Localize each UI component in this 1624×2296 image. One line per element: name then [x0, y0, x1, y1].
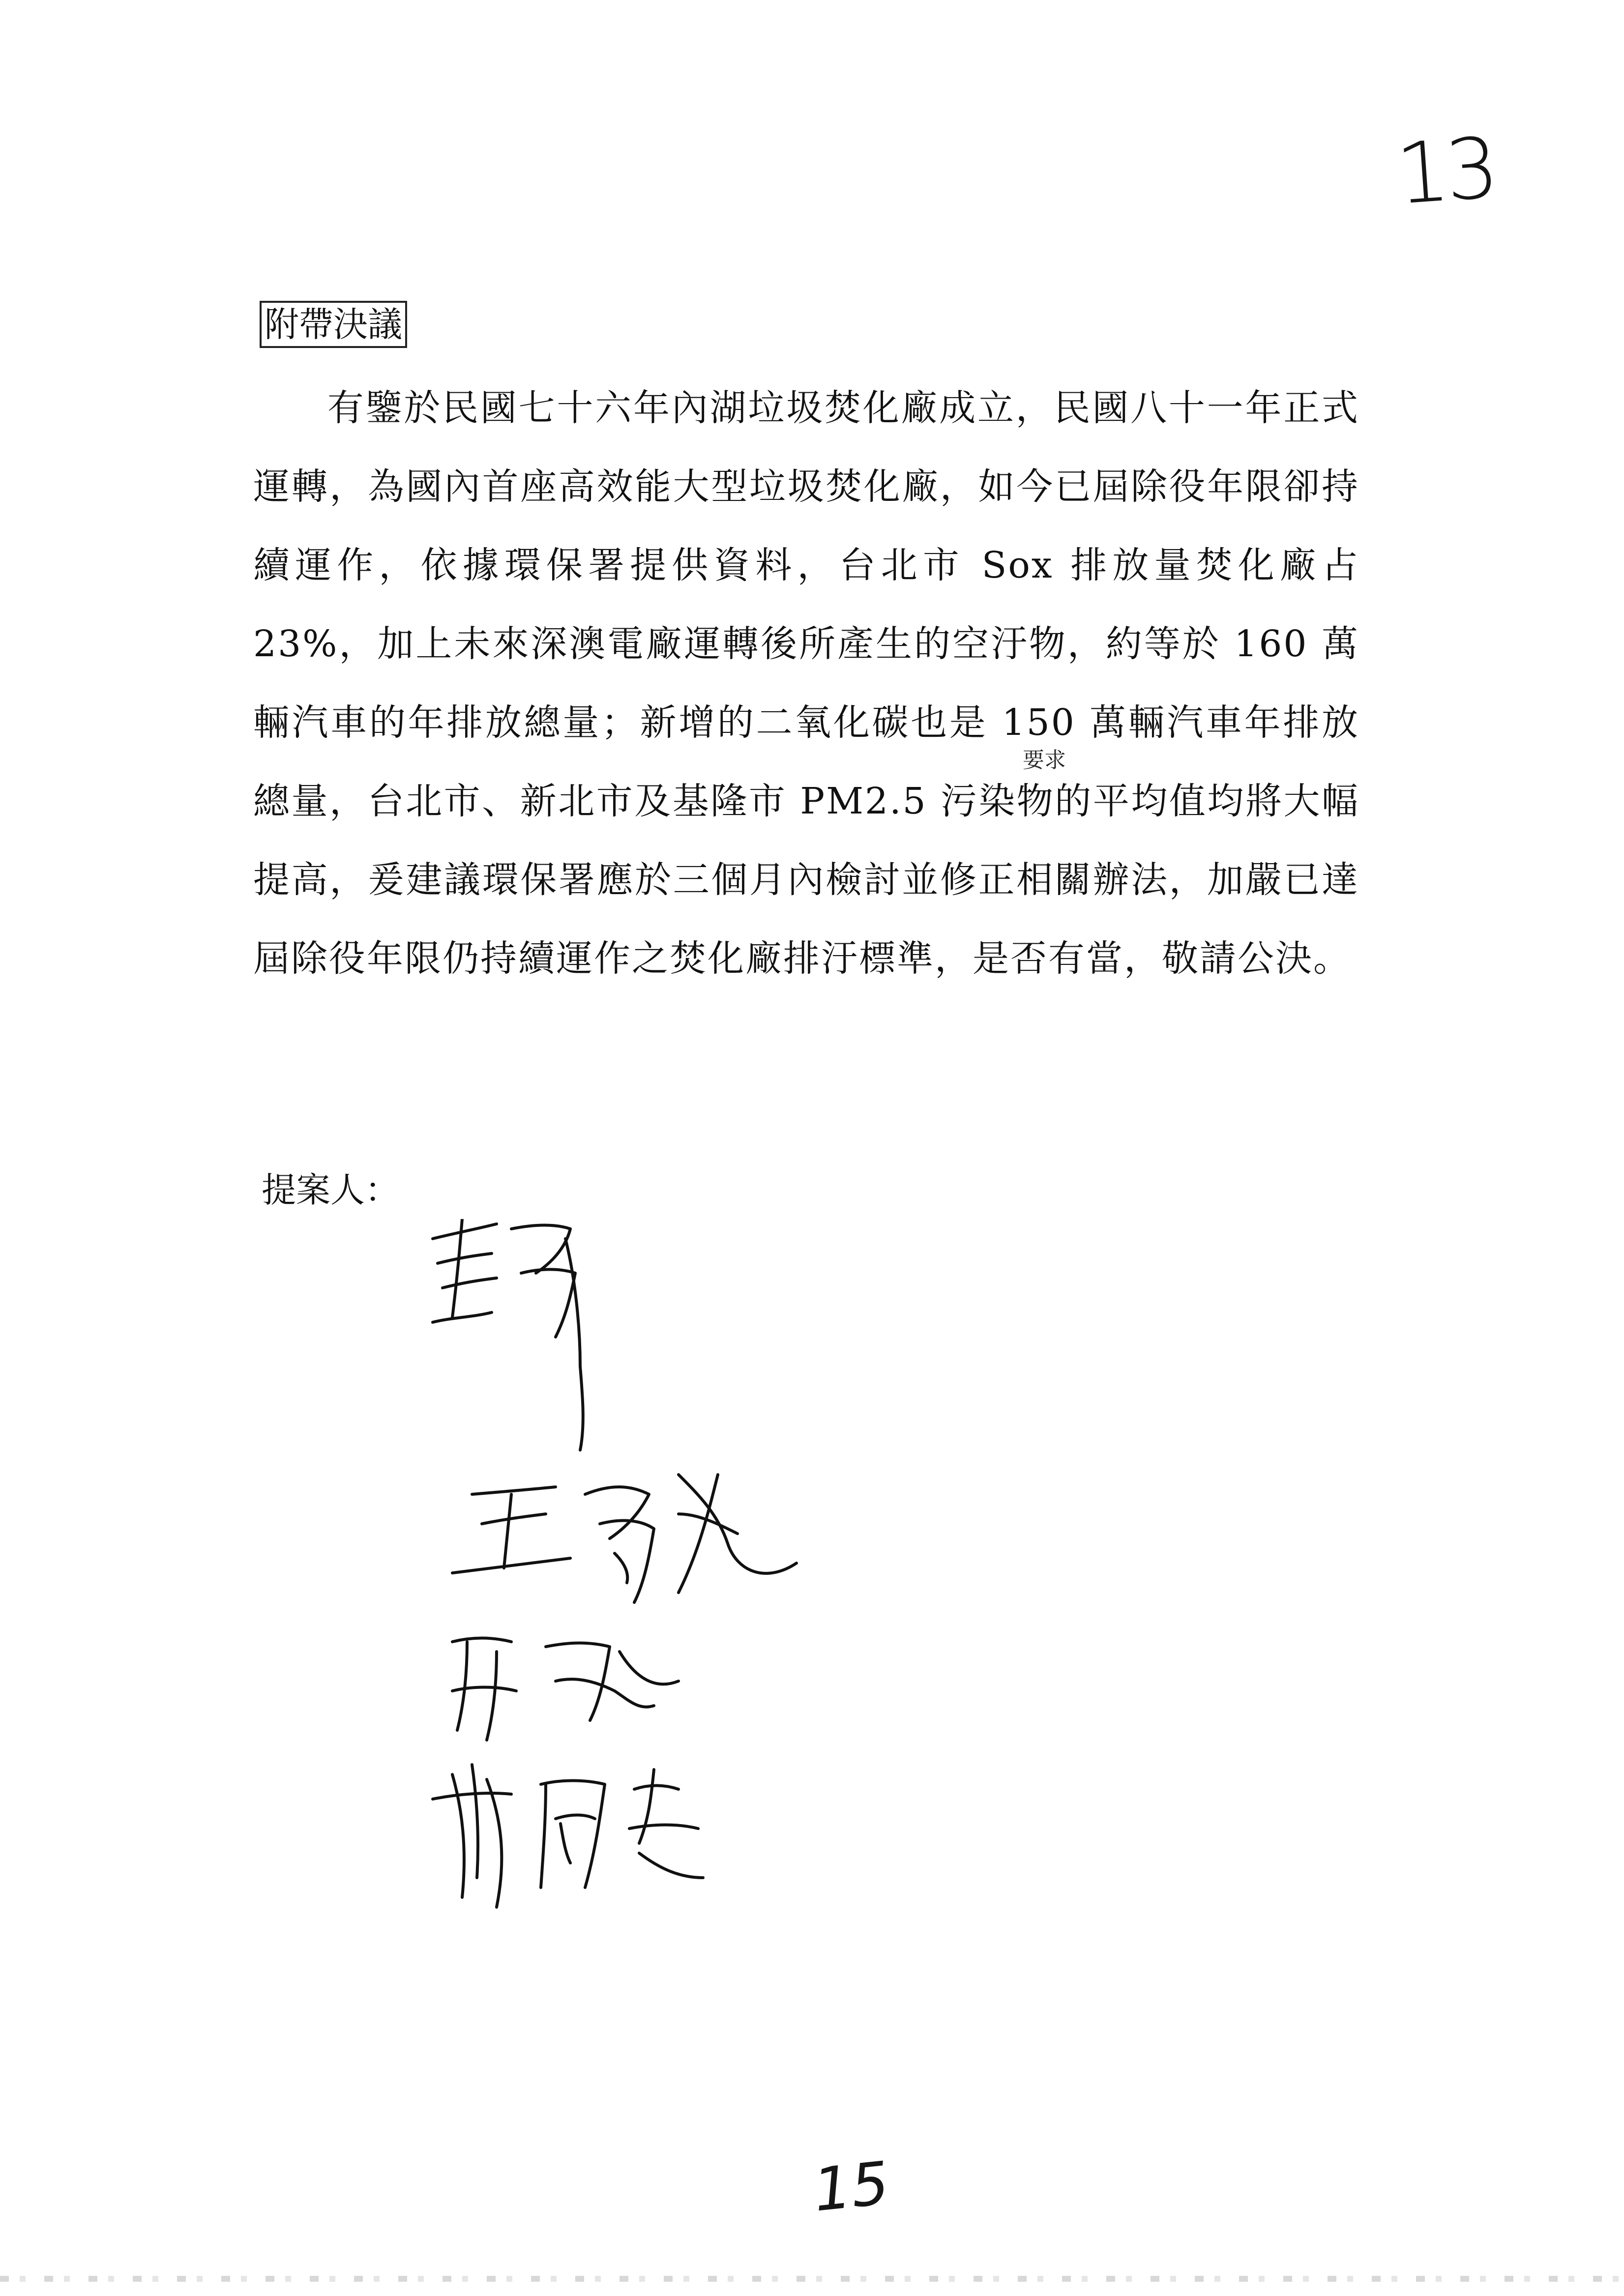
handwritten-correction: 要求 — [1023, 748, 1066, 773]
signature-4 — [433, 1765, 703, 1907]
scan-artifact-line — [0, 2276, 1624, 2282]
signature-3 — [452, 1638, 679, 1741]
signature-2 — [452, 1475, 797, 1602]
signature-1 — [433, 1219, 583, 1450]
section-label: 附帶決議 — [260, 301, 407, 348]
proposer-label: 提案人： — [262, 1170, 399, 1210]
handwritten-signatures — [423, 1219, 939, 1927]
resolution-text: 有鑒於民國七十六年內湖垃圾焚化廠成立，民國八十一年正式運轉，為國內首座高效能大型垃圾焚化廠，如今已屆除役年限卻持續運作，依據環保署提供資料，台北市 Sox 排放量焚化廠占 23%，加上未來深澳電廠運轉後所產生的空汙物，約等於 160 萬輛汽車的年排放總量；新增的二氧化碳也是 150 萬輛汽車年排放總量，台北市、新北市及基隆市 PM2.5 污染物的平均值均將大幅提高，爰建議環保署應於三個月內檢討並修正相關辦法，加嚴已達屆除役年限仍持續運作之焚化廠排汙標準，是否有當，敬請公決。 — [253, 387, 1359, 980]
page-number-bottom: 15 — [810, 2149, 892, 2225]
resolution-body — [253, 369, 1359, 998]
page-number-top: 13 — [1393, 119, 1498, 224]
